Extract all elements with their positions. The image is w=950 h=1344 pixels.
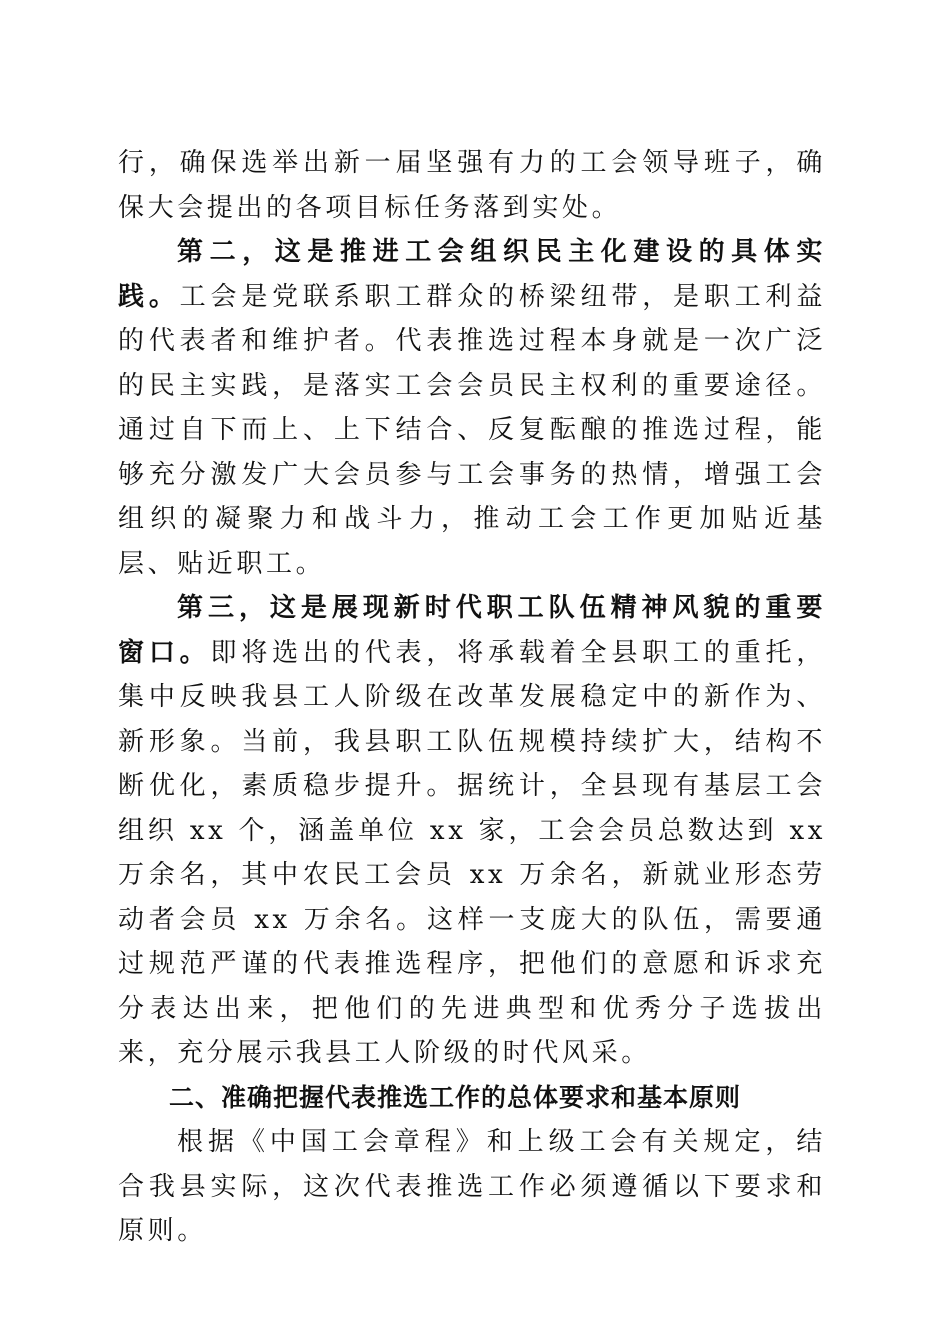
paragraph-lead: 第三，这是展现新时代职工队伍精神风貌的重要窗口。 [118, 593, 826, 668]
section-heading: 二、准确把握代表推选工作的总体要求和基本原则 [169, 1082, 742, 1112]
paragraph-third-point [118, 586, 826, 1076]
paragraph-closing [118, 1120, 826, 1254]
paragraph-continuation [118, 141, 826, 230]
paragraph-text: 行，确保选举出新一届坚强有力的工会领导班子，确保大会提出的各项目标任务落到实处。 [118, 148, 826, 223]
paragraph-text: 即将选出的代表，将承载着全县职工的重托，集中反映我县工人阶级在改革发展稳定中的新作为、新形象。当前，我县职工队伍规模持续扩大，结构不断优化，素质稳步提升。据统计，全县现有基层工会组织 xx 个，涵盖单位 xx 家，工会会员总数达到 xx 万余名，其中农民工会员 xx 万余名，新就业形态劳动者会员 xx 万余名。这样一支庞大的队伍，需要通过规范严谨的代表推选程序，把他们的意愿和诉求充分表达出来，把他们的先进典型和优秀分子选拔出来，充分展示我县工人阶级的时代风采。 [118, 637, 826, 1068]
document-page [118, 141, 826, 1254]
paragraph-lead: 第二，这是推进工会组织民主化建设的具体实践。 [118, 237, 826, 312]
paragraph-text: 根据《中国工会章程》和上级工会有关规定，结合我县实际，这次代表推选工作必须遵循以下要求和原则。 [118, 1127, 826, 1246]
paragraph-second-point [118, 230, 826, 586]
paragraph-text: 工会是党联系职工群众的桥梁纽带，是职工利益的代表者和维护者。代表推选过程本身就是一次广泛的民主实践，是落实工会会员民主权利的重要途径。通过自下而上、上下结合、反复酝酿的推选过程，能够充分激发广大会员参与工会事务的热情，增强工会组织的凝聚力和战斗力，推动工会工作更加贴近基层、贴近职工。 [118, 281, 826, 579]
